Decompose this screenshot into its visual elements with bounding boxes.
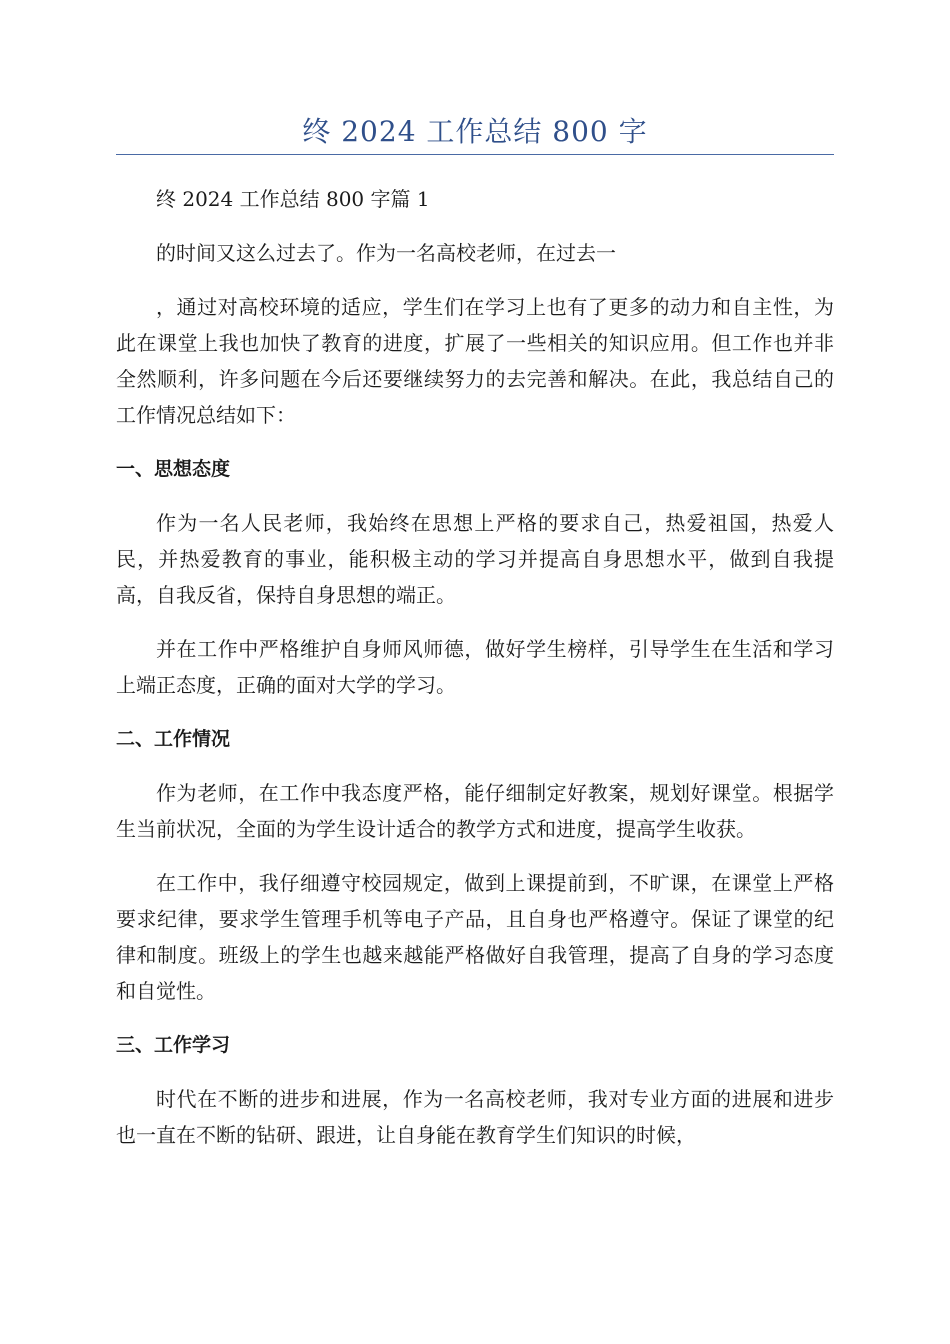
- section-2-paragraph-2: 在工作中，我仔细遵守校园规定，做到上课提前到，不旷课，在课堂上严格要求纪律，要求学生管理手机等电子产品，且自身也严格遵守。保证了课堂的纪律和制度。班级上的学生也越来越能严格做好自我管理，提高了自身的学习态度和自觉性。: [116, 871, 834, 1003]
- intro-paragraph-1: 的时间又这么过去了。作为一名高校老师，在过去一: [156, 241, 616, 265]
- intro-paragraph-2: ，通过对高校环境的适应，学生们在学习上也有了更多的动力和自主性，为此在课堂上我也加快了教育的进度，扩展了一些相关的知识应用。但工作也并非全然顺利，许多问题在今后还要继续努力的去完善和解决。在此，我总结自己的工作情况总结如下：: [116, 295, 834, 427]
- document-title: 终 2024 工作总结 800 字: [302, 115, 648, 148]
- document-page: [116, 112, 834, 1153]
- section-heading-1: 一、思想态度: [116, 458, 231, 480]
- section-heading-2: 二、工作情况: [116, 728, 231, 750]
- section-3-paragraph-1: 时代在不断的进步和进展，作为一名高校老师，我对专业方面的进展和进步也一直在不断的钻研、跟进，让自身能在教育学生们知识的时候，: [116, 1087, 834, 1147]
- section-heading-3: 三、工作学习: [116, 1034, 231, 1056]
- document-subtitle: 终 2024 工作总结 800 字篇 1: [156, 187, 430, 211]
- section-1-paragraph-2: 并在工作中严格维护自身师风师德，做好学生榜样，引导学生在生活和学习上端正态度，正确的面对大学的学习。: [116, 637, 834, 697]
- section-2-paragraph-1: 作为老师，在工作中我态度严格，能仔细制定好教案，规划好课堂。根据学生当前状况，全面的为学生设计适合的教学方式和进度，提高学生收获。: [116, 781, 834, 841]
- section-1-paragraph-1: 作为一名人民老师，我始终在思想上严格的要求自己，热爱祖国，热爱人民，并热爱教育的事业，能积极主动的学习并提高自身思想水平，做到自我提高，自我反省，保持自身思想的端正。: [116, 511, 834, 607]
